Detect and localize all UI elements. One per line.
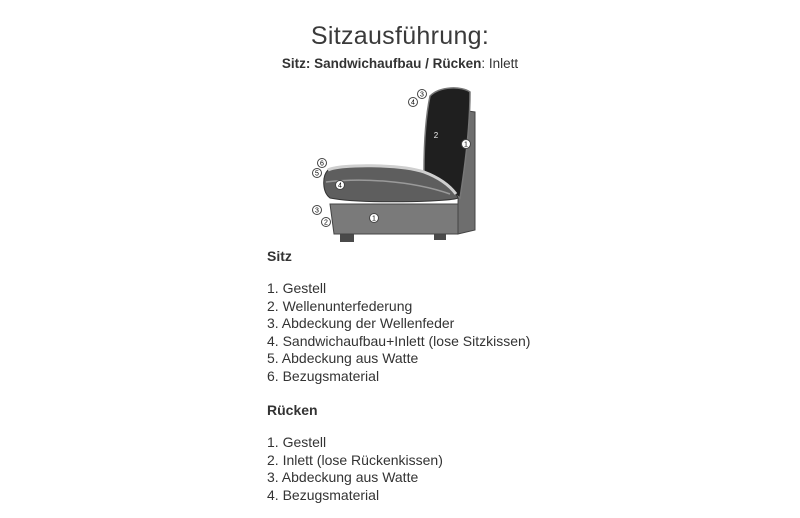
list-item: 3. Abdeckung aus Watte <box>267 469 419 486</box>
page-title: Sitzausführung: <box>310 22 490 50</box>
sitz-list <box>267 280 530 386</box>
sitz-heading: Sitz <box>267 248 292 264</box>
callout-back-4: 4 <box>411 99 415 107</box>
list-item: 5. Abdeckung aus Watte <box>267 350 419 367</box>
subtitle-sitz-value: : Sandwichaufbau / <box>305 56 433 71</box>
list-item: 3. Abdeckung der Wellenfeder <box>267 315 455 332</box>
callout-seat-3: 3 <box>315 207 319 215</box>
list-item: 2. Wellenunterfederung <box>267 297 413 314</box>
ruecken-heading: Rücken <box>267 402 318 418</box>
ruecken-section <box>267 402 443 504</box>
list-item: 4. Sandwichaufbau+Inlett (lose Sitzkissen) <box>267 332 531 349</box>
list-item: 1. Gestell <box>267 280 327 296</box>
list-item: 1. Gestell <box>267 434 327 450</box>
callout-back-1: 1 <box>464 141 468 149</box>
subtitle <box>0 56 800 71</box>
callout-seat-5: 5 <box>315 170 319 178</box>
callout-seat-2: 2 <box>324 219 328 227</box>
list-item: 4. Bezugsmaterial <box>267 486 380 503</box>
sofa-base-frame <box>330 204 458 234</box>
sofa-cross-section-diagram <box>300 80 500 250</box>
list-item: 6. Bezugsmaterial <box>267 367 380 384</box>
subtitle-sitz-label: Sitz <box>281 56 306 71</box>
callout-back-3: 3 <box>420 91 424 99</box>
subtitle-ruecken-value: : Inlett <box>481 56 519 71</box>
callout-seat-4: 4 <box>338 182 342 190</box>
sitz-section <box>267 248 530 386</box>
callout-seat-6: 6 <box>320 160 324 168</box>
callout-back-2: 2 <box>433 131 439 140</box>
subtitle-ruecken-label: Rücken <box>432 56 482 71</box>
ruecken-list <box>267 434 443 504</box>
callout-seat-1: 1 <box>372 215 376 223</box>
list-item: 2. Inlett (lose Rückenkissen) <box>267 451 443 468</box>
